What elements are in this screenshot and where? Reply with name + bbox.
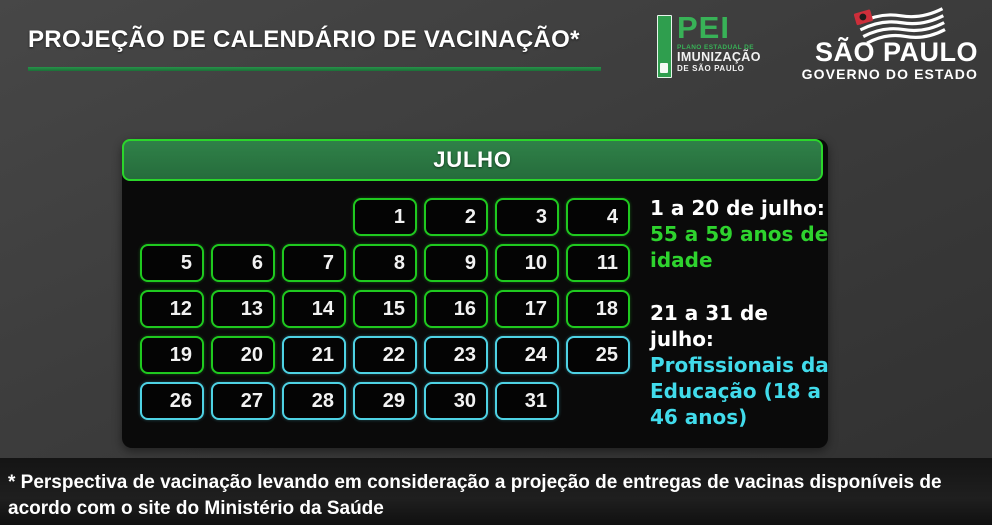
legend-block-1 [650, 195, 830, 273]
pei-line1: PLANO ESTADUAL DE [677, 44, 754, 52]
legend-audience-2: Profissionais da Educação (18 a 46 anos) [650, 353, 829, 429]
calendar-day-9: 9 [424, 244, 488, 282]
calendar-day-5: 5 [140, 244, 204, 282]
calendar-day-23: 23 [424, 336, 488, 374]
calendar-day-8: 8 [353, 244, 417, 282]
legend-period-1: 1 a 20 de julho: [650, 196, 825, 220]
sao-paulo-subtitle: GOVERNO DO ESTADO [801, 66, 978, 82]
calendar-day-19: 19 [140, 336, 204, 374]
calendar-day-1: 1 [353, 198, 417, 236]
calendar-empty-cell [282, 198, 346, 236]
title-underline [28, 67, 601, 71]
calendar-day-15: 15 [353, 290, 417, 328]
footnote-text: * Perspectiva de vacinação levando em consideração a projeção de entregas de vacinas disponíveis de acordo com o site do Ministério da Saúde [8, 472, 942, 519]
pei-acronym: PEI [677, 10, 730, 45]
footnote-bar [0, 458, 992, 525]
calendar-panel [122, 139, 828, 448]
calendar-grid [140, 198, 630, 420]
calendar-day-10: 10 [495, 244, 559, 282]
calendar-day-13: 13 [211, 290, 275, 328]
pei-logo-bar [657, 15, 672, 78]
calendar-day-2: 2 [424, 198, 488, 236]
calendar-day-18: 18 [566, 290, 630, 328]
month-label: JULHO [433, 147, 512, 172]
calendar-day-22: 22 [353, 336, 417, 374]
calendar-day-27: 27 [211, 382, 275, 420]
calendar-day-30: 30 [424, 382, 488, 420]
legend-audience-1: 55 a 59 anos de idade [650, 222, 829, 272]
calendar-empty-cell [140, 198, 204, 236]
calendar-day-7: 7 [282, 244, 346, 282]
calendar-day-14: 14 [282, 290, 346, 328]
legend-panel [650, 195, 830, 457]
legend-period-2: 21 a 31 de julho: [650, 301, 768, 351]
calendar-day-4: 4 [566, 198, 630, 236]
calendar-day-28: 28 [282, 382, 346, 420]
calendar-empty-cell [211, 198, 275, 236]
pei-line3: DE SÃO PAULO [677, 64, 745, 74]
calendar-day-21: 21 [282, 336, 346, 374]
sao-paulo-logo [802, 4, 978, 82]
calendar-day-29: 29 [353, 382, 417, 420]
pei-logo-text [677, 10, 761, 78]
page-title: PROJEÇÃO DE CALENDÁRIO DE VACINAÇÃO* [28, 26, 580, 53]
calendar-day-3: 3 [495, 198, 559, 236]
calendar-day-17: 17 [495, 290, 559, 328]
pei-logo [657, 10, 761, 78]
sao-paulo-name: SÃO PAULO [814, 37, 978, 67]
legend-block-2 [650, 300, 830, 430]
calendar-day-6: 6 [211, 244, 275, 282]
calendar-day-20: 20 [211, 336, 275, 374]
calendar-day-31: 31 [495, 382, 559, 420]
month-header [122, 139, 823, 181]
calendar-day-26: 26 [140, 382, 204, 420]
pei-line2: IMUNIZAÇÃO [677, 50, 761, 65]
calendar-day-24: 24 [495, 336, 559, 374]
calendar-day-12: 12 [140, 290, 204, 328]
calendar-day-25: 25 [566, 336, 630, 374]
pei-emblem-icon [660, 63, 668, 73]
calendar-day-16: 16 [424, 290, 488, 328]
calendar-day-11: 11 [566, 244, 630, 282]
